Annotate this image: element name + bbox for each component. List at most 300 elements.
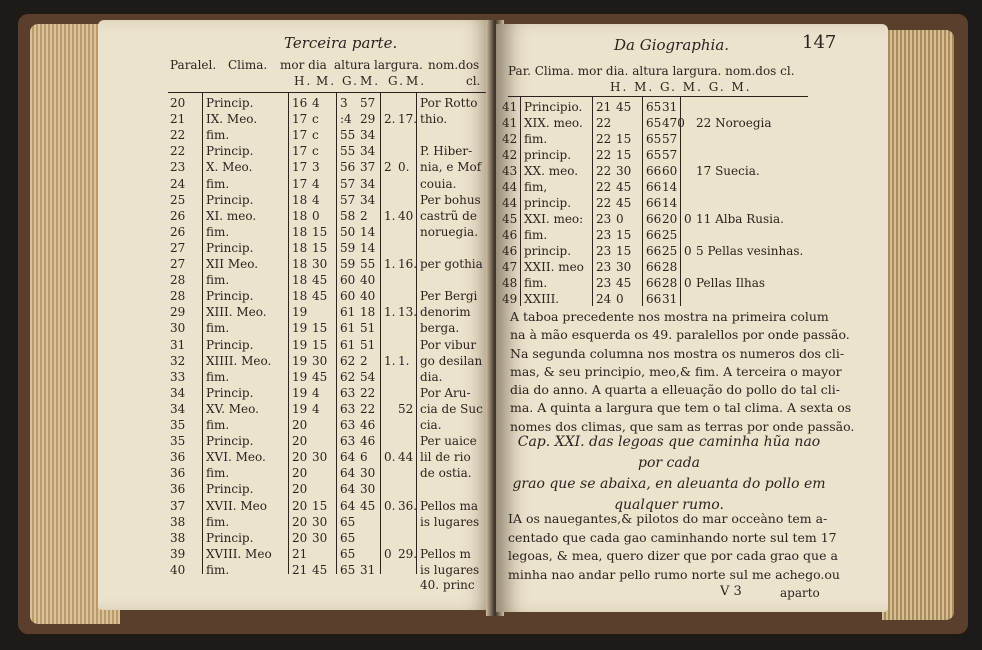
left-cell-h: 18 [292, 257, 308, 271]
right-cell-n: 44 [502, 180, 518, 194]
left-cell-clima: fim. [206, 514, 230, 529]
left-cell-h: 18 [292, 273, 308, 288]
right-header-line1: Par. Clima. mor dia. altura largura. nom.dos cl. [508, 64, 795, 78]
left-cell-lg: 1. [384, 208, 396, 223]
left-cell-lm: 52 [398, 401, 414, 416]
left-cell-nome: Por Aru- [420, 385, 471, 400]
left-cell-lg: 1. [384, 305, 396, 320]
left-cell-nome: is lugares [420, 514, 480, 529]
left-cell-n: 25 [170, 192, 186, 207]
left-cell-g: 65 [340, 530, 356, 545]
left-cell-clima: Princip. [206, 337, 254, 352]
left-cell-clima: Princip. [206, 482, 254, 497]
right-cell-g: 65 [646, 132, 662, 146]
left-cell-n: 34 [170, 401, 186, 416]
left-cell-clima: Princip. [206, 530, 254, 545]
right-cell-nome: 22 Noroegia [696, 116, 772, 130]
left-cell-gm: 34 [360, 192, 376, 207]
left-cell-m: 4 [312, 176, 320, 191]
left-header-altura: altura [334, 58, 371, 72]
right-cell-m: 0 [616, 292, 624, 306]
left-cell-h: 20 [292, 434, 308, 449]
left-cell-m: 45 [312, 289, 328, 304]
left-cell-nome: castrũ de [420, 208, 477, 223]
left-cell-clima: Princip. [206, 434, 254, 449]
right-cell-gm: 14 [662, 180, 678, 194]
left-cell-g: 60 [340, 273, 356, 288]
left-cell-g: 64 [340, 450, 356, 465]
left-cell-clima: fim. [206, 224, 230, 239]
left-cell-lg: 2. [384, 112, 396, 127]
right-cell-n: 41 [502, 100, 518, 114]
left-cell-lm: 16. [398, 257, 418, 271]
right-cell-nome: 11 Alba Rusia. [696, 212, 784, 226]
left-cell-clima: XI. meo. [206, 208, 257, 223]
left-cell-gm: 22 [360, 385, 376, 400]
right-cell-clima: fim. [524, 228, 548, 242]
right-cell-clima: princip. [524, 244, 572, 258]
right-cell-m: 45 [616, 276, 632, 290]
left-cell-clima: Princip. [206, 144, 254, 159]
left-cell-g: 57 [340, 192, 356, 207]
right-cell-clima: XXII. meo [524, 260, 584, 274]
left-cell-g: 64 [340, 482, 356, 497]
left-cell-g: 56 [340, 160, 356, 175]
right-cell-m: 15 [616, 148, 632, 162]
left-cell-clima: X. Meo. [206, 160, 253, 175]
left-cell-gm: 30 [360, 466, 376, 481]
left-cell-n: 31 [170, 337, 186, 352]
left-cell-g: 63 [340, 385, 356, 400]
left-header-nomdos: nom.dos [428, 58, 480, 72]
left-col-divider [380, 92, 381, 574]
left-cell-g: 63 [340, 418, 356, 432]
left-cell-h: 19 [292, 337, 308, 352]
left-cell-nome: Por Rotto [420, 96, 478, 110]
body-line: IA os nauegantes,& pilotos do mar occeàno tem a- [508, 511, 828, 526]
right-cell-g: 66 [646, 260, 662, 274]
right-cell-gm: 20 [662, 212, 678, 226]
chapter-heading [504, 432, 834, 516]
right-cell-gm: 14 [662, 196, 678, 210]
left-cell-m: c [312, 128, 319, 143]
right-cell-gm: 25 [662, 244, 678, 258]
left-cell-nome: Pellos ma [420, 498, 479, 513]
left-header-h: H. [294, 74, 313, 88]
left-cell-m: 45 [312, 562, 328, 577]
left-cell-m: 4 [312, 401, 320, 416]
left-cell-lg: 0. [384, 450, 396, 465]
left-cell-n: 28 [170, 273, 186, 288]
left-cell-gm: 46 [360, 418, 376, 432]
body-line: centado que cada gao caminhando norte sul tem 17 [508, 529, 837, 545]
left-cell-lm: 29. [398, 546, 418, 561]
left-cell-n: 40 [170, 562, 186, 577]
right-cell-n: 49 [502, 292, 518, 306]
left-cell-gm: 57 [360, 96, 376, 110]
left-cell-clima: XVII. Meo [206, 498, 267, 513]
left-cell-m: 15 [312, 498, 328, 513]
left-cell-h: 20 [292, 530, 308, 545]
left-cell-n: 34 [170, 385, 186, 400]
left-cell-clima: XVI. Meo. [206, 450, 266, 465]
left-cell-h: 19 [292, 305, 308, 320]
left-cell-gm: 34 [360, 176, 376, 191]
left-cell-clima: XIII. Meo. [206, 305, 267, 320]
paragraph-line: nomes dos climas, que sam as terras por onde passão. [510, 418, 855, 434]
left-cell-g: 58 [340, 208, 356, 223]
left-cell-m: 15 [312, 337, 328, 352]
right-cell-clima: fim. [524, 276, 548, 290]
left-cell-h: 17 [292, 112, 308, 127]
left-cell-n: 21 [170, 112, 186, 127]
left-cell-lm: 17. [398, 112, 418, 127]
left-cell-n: 23 [170, 160, 186, 175]
left-cell-m: 30 [312, 353, 328, 368]
left-cell-h: 20 [292, 450, 308, 465]
left-cell-h: 19 [292, 385, 308, 400]
chapter-heading-line: qualquer rumo. [614, 497, 724, 513]
right-cell-h: 22 [596, 148, 612, 162]
left-header-clima: Clima. [228, 58, 268, 72]
paragraph-line: Na segunda columna nos mostra os numeros dos cli- [510, 345, 845, 361]
left-cell-m: 30 [312, 257, 328, 271]
signature-mark: V 3 [720, 584, 742, 599]
left-header-paralel: Paralel. [170, 58, 217, 72]
left-cell-clima: fim. [206, 176, 230, 191]
left-cell-n: 27 [170, 257, 186, 271]
left-cell-g: 57 [340, 176, 356, 191]
chapter-heading-line: Cap. XXI. das legoas que caminha hũa nao por cada [517, 434, 821, 471]
right-cell-h: 22 [596, 196, 612, 210]
left-cell-gm: 37 [360, 160, 376, 175]
left-cell-h: 18 [292, 289, 308, 304]
left-cell-gm: 31 [360, 562, 376, 577]
left-cell-gm: 51 [360, 321, 376, 336]
left-cell-lg: 0. [384, 498, 396, 513]
left-cell-g: 65 [340, 562, 356, 577]
left-cell-lm: 0. [398, 160, 410, 175]
right-cell-n: 43 [502, 164, 518, 178]
left-cell-h: 18 [292, 224, 308, 239]
left-running-head: Terceira parte. [284, 34, 398, 52]
left-cell-h: 19 [292, 369, 308, 384]
right-cell-h: 22 [596, 164, 612, 178]
left-cell-clima: IX. Meo. [206, 112, 258, 127]
right-cell-g: 65 [646, 100, 662, 114]
left-cell-n: 27 [170, 240, 186, 255]
left-cell-clima: fim. [206, 369, 230, 384]
left-cell-h: 20 [292, 482, 308, 497]
left-cell-h: 17 [292, 160, 308, 175]
left-cell-lm: 44 [398, 450, 414, 465]
left-cell-gm: 18 [360, 305, 376, 320]
left-cell-gm: 34 [360, 128, 376, 143]
right-cell-h: 22 [596, 116, 612, 130]
left-cell-nome: couia. [420, 176, 457, 191]
left-page [98, 20, 496, 610]
left-cell-g: 62 [340, 353, 356, 368]
right-cell-g: 65 [646, 148, 662, 162]
paragraph-line: mas, & seu principio, meo,& fim. A terceira o mayor [510, 363, 842, 379]
left-cell-nome: P. Hiber- [420, 144, 473, 159]
left-cell-gm: 40 [360, 273, 376, 288]
left-cell-h: 19 [292, 321, 308, 336]
left-cell-g: 55 [340, 144, 356, 159]
left-header-cl: cl. [466, 74, 481, 88]
right-cell-h: 21 [596, 100, 612, 114]
left-cell-g: 61 [340, 337, 356, 352]
right-cell-lg: 0 [684, 276, 692, 290]
left-cell-h: 17 [292, 176, 308, 191]
left-cell-clima: XVIII. Meo [206, 546, 272, 561]
left-cell-n: 28 [170, 289, 186, 304]
left-cell-nome: thio. [420, 112, 448, 127]
left-cell-clima: fim. [206, 128, 230, 143]
right-cell-h: 22 [596, 180, 612, 194]
explanatory-paragraph [510, 308, 855, 436]
left-cell-g: 3 [340, 96, 348, 110]
right-cell-h: 23 [596, 212, 612, 226]
right-header-rule [508, 96, 808, 97]
left-cell-m: 45 [312, 273, 328, 288]
left-cell-gm: 2 [360, 353, 368, 368]
left-cell-lg: 2 [384, 160, 392, 175]
right-cell-m: 15 [616, 244, 632, 258]
right-cell-m: 45 [616, 100, 632, 114]
left-cell-nome: cia de Suc [420, 401, 483, 416]
left-cell-nome: Pellos m [420, 546, 471, 561]
left-cell-clima: fim. [206, 418, 230, 432]
left-cell-n: 35 [170, 418, 186, 432]
right-cell-clima: princip. [524, 196, 572, 210]
right-cell-g: 65 [646, 116, 662, 130]
left-header-g2: G. [388, 74, 405, 88]
left-cell-h: 19 [292, 401, 308, 416]
left-cell-h: 17 [292, 128, 308, 143]
left-col-divider [202, 92, 203, 574]
left-cell-clima: Princip. [206, 289, 254, 304]
right-cell-n: 41 [502, 116, 518, 130]
left-cell-nome: Por vibur [420, 337, 477, 352]
left-cell-nome: Per uaice [420, 434, 477, 449]
right-cell-gm: 31 [662, 100, 678, 114]
left-cell-h: 20 [292, 514, 308, 529]
left-cell-m: 4 [312, 192, 320, 207]
left-cell-m: 30 [312, 514, 328, 529]
left-cell-clima: fim. [206, 321, 230, 336]
right-cell-g: 66 [646, 196, 662, 210]
right-cell-gm: 28 [662, 260, 678, 274]
left-cell-g: 63 [340, 434, 356, 449]
right-cell-lg: 0 [684, 244, 692, 258]
right-cell-clima: XXI. meo: [524, 212, 584, 226]
right-cell-m: 45 [616, 180, 632, 194]
right-cell-m: 30 [616, 164, 632, 178]
body-line: minha nao andar pello rumo norte sul me achego.ou [508, 566, 840, 582]
left-cell-nome: go desilan [420, 353, 483, 368]
left-cell-h: 20 [292, 466, 308, 481]
left-cell-h: 19 [292, 353, 308, 368]
left-cell-n: 22 [170, 128, 186, 143]
left-cell-gm: 14 [360, 224, 376, 239]
right-cell-n: 45 [502, 212, 518, 226]
left-cell-m: 30 [312, 450, 328, 465]
left-cell-g: 64 [340, 466, 356, 481]
left-cell-g: :4 [340, 112, 352, 127]
left-cell-lm: 1. [398, 353, 410, 368]
chapter-body [508, 510, 840, 584]
left-cell-gm: 29 [360, 112, 376, 127]
left-cell-n: 24 [170, 176, 186, 191]
left-cell-n: 38 [170, 514, 186, 529]
right-header-line2: H. M. G. M. G. M. [610, 80, 752, 94]
right-catchword: aparto [780, 586, 820, 600]
left-cell-nome: noruegia. [420, 224, 479, 239]
left-cell-m: 15 [312, 240, 328, 255]
left-cell-gm: 2 [360, 208, 368, 223]
left-cell-lm: 13. [398, 305, 418, 320]
left-col-divider [336, 92, 337, 574]
page-number: 147 [802, 32, 837, 53]
left-cell-h: 17 [292, 144, 308, 159]
left-cell-h: 21 [292, 546, 308, 561]
left-cell-m: 45 [312, 369, 328, 384]
right-cell-h: 23 [596, 228, 612, 242]
left-cell-m: 15 [312, 321, 328, 336]
left-cell-gm: 40 [360, 289, 376, 304]
right-cell-clima: XIX. meo. [524, 116, 583, 130]
left-cell-n: 36 [170, 482, 186, 497]
left-cell-n: 38 [170, 530, 186, 545]
left-cell-lm: 36. [398, 498, 418, 513]
right-cell-g: 66 [646, 292, 662, 306]
left-cell-n: 26 [170, 208, 186, 223]
left-cell-clima: XIIII. Meo. [206, 353, 272, 368]
left-cell-h: 20 [292, 498, 308, 513]
left-cell-g: 63 [340, 401, 356, 416]
left-cell-nome: cia. [420, 418, 442, 432]
left-cell-h: 18 [292, 208, 308, 223]
left-cell-h: 16 [292, 96, 308, 110]
right-cell-g: 66 [646, 180, 662, 194]
right-cell-gm: 31 [662, 292, 678, 306]
left-header-m1: M. [316, 74, 337, 88]
left-cell-gm: 54 [360, 369, 376, 384]
left-cell-m: c [312, 144, 319, 159]
left-cell-gm: 45 [360, 498, 376, 513]
left-cell-clima: XII Meo. [206, 257, 259, 271]
right-cell-clima: princip. [524, 148, 572, 162]
left-cell-gm: 14 [360, 240, 376, 255]
left-cell-m: 3 [312, 160, 320, 175]
chapter-heading-line: grao que se abaixa, en aleuanta do pollo em [512, 476, 826, 492]
left-cell-m: 30 [312, 530, 328, 545]
left-col-divider [288, 92, 289, 574]
right-cell-gm: 470 [662, 116, 685, 130]
right-cell-gm: 28 [662, 276, 678, 290]
right-cell-clima: XXIII. [524, 292, 560, 306]
right-cell-n: 48 [502, 276, 518, 290]
right-col-divider [592, 96, 593, 306]
left-cell-g: 65 [340, 514, 356, 529]
left-cell-g: 64 [340, 498, 356, 513]
right-cell-h: 24 [596, 292, 612, 306]
left-cell-n: 26 [170, 224, 186, 239]
right-cell-n: 47 [502, 260, 518, 274]
left-cell-clima: Princip. [206, 192, 254, 207]
right-cell-nome: 5 Pellas vesinhas. [696, 244, 804, 258]
left-cell-nome: nia, e Mof [420, 160, 482, 175]
right-cell-g: 66 [646, 164, 662, 178]
left-cell-nome: denorim [420, 305, 471, 320]
right-cell-gm: 60 [662, 164, 678, 178]
right-cell-m: 15 [616, 228, 632, 242]
left-cell-nome: per gothia [420, 257, 483, 271]
left-cell-nome: Per bohus [420, 192, 481, 207]
left-cell-n: 37 [170, 498, 186, 513]
right-cell-n: 42 [502, 132, 518, 146]
right-cell-clima: fim. [524, 132, 548, 146]
left-cell-nome: berga. [420, 321, 460, 336]
right-cell-g: 66 [646, 228, 662, 242]
left-cell-n: 32 [170, 353, 186, 368]
left-cell-nome: Per Bergi [420, 289, 478, 304]
left-cell-n: 29 [170, 305, 186, 320]
left-header-m3: M. [406, 74, 427, 88]
left-cell-nome: is lugares [420, 562, 480, 577]
right-page [496, 24, 888, 612]
left-cell-gm: 55 [360, 257, 376, 271]
right-cell-nome: 17 Suecia. [696, 164, 760, 178]
right-cell-n: 46 [502, 228, 518, 242]
left-cell-g: 61 [340, 305, 356, 320]
right-cell-n: 44 [502, 196, 518, 210]
left-cell-lg: 1. [384, 353, 396, 368]
right-cell-gm: 57 [662, 148, 678, 162]
right-cell-lg: 0 [684, 212, 692, 226]
right-col-divider [642, 96, 643, 306]
right-cell-gm: 25 [662, 228, 678, 242]
left-cell-lg: 0 [384, 546, 392, 561]
left-cell-nome: dia. [420, 369, 443, 384]
left-cell-clima: XV. Meo. [206, 401, 259, 416]
left-cell-n: 39 [170, 546, 186, 561]
left-cell-m: 4 [312, 385, 320, 400]
left-cell-g: 50 [340, 224, 356, 239]
left-cell-lg: 1. [384, 257, 396, 271]
left-cell-n: 30 [170, 321, 186, 336]
right-cell-clima: XX. meo. [524, 164, 579, 178]
right-cell-gm: 57 [662, 132, 678, 146]
left-cell-gm: 30 [360, 482, 376, 497]
right-cell-m: 45 [616, 196, 632, 210]
left-header-largura: largura. [374, 58, 423, 72]
left-cell-n: 33 [170, 369, 186, 384]
left-cell-g: 62 [340, 369, 356, 384]
left-cell-m: 15 [312, 224, 328, 239]
right-cell-clima: Principio. [524, 100, 583, 114]
left-cell-h: 18 [292, 240, 308, 255]
right-col-divider [520, 96, 521, 306]
right-cell-h: 23 [596, 260, 612, 274]
left-cell-g: 59 [340, 240, 356, 255]
right-cell-m: 30 [616, 260, 632, 274]
paragraph-line: na à mão esquerda os 49. paralellos por onde passão. [510, 327, 850, 343]
left-cell-h: 20 [292, 418, 308, 432]
right-cell-g: 66 [646, 276, 662, 290]
paragraph-line: ma. A quinta a largura que tem o tal clima. A sexta os [510, 400, 852, 416]
